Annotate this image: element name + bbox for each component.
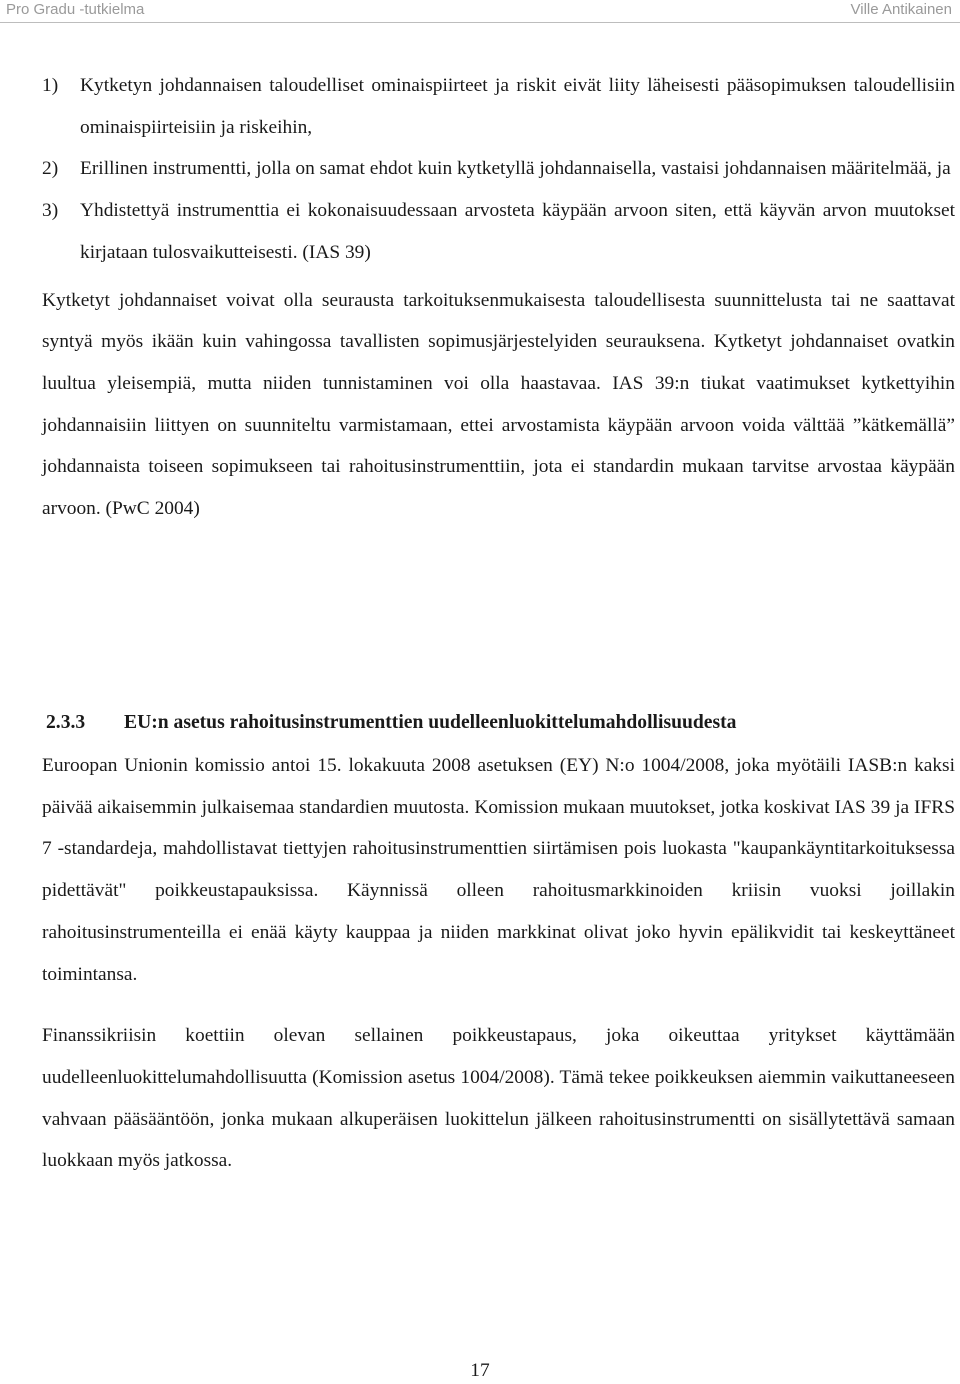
list-item-text: Yhdistettyä instrumenttia ei kokonaisuudessaan arvosteta käypään arvoon siten, että käyvän arvon muutokset kirjataan tulosvaikutteisesti. (IAS 39) (80, 200, 955, 263)
header-author: Ville Antikainen (850, 1, 952, 18)
paragraph-financial-crisis: Finanssikriisin koettiin olevan sellainen poikkeustapaus, joka oikeuttaa yritykset käyttämään uudelleenluokittelumahdollisuutta (Komission asetus 1004/2008). Tämä tekee poikkeuksen aiemmin vaikuttaneeseen vahvaan pääsääntöön, jonka mukaan alkuperäisen luokittelun jälkeen rahoitusinstrumentti on sisällytettävä samaan luokkaan myös jatkossa. (42, 1025, 955, 1172)
criteria-list-item (42, 190, 955, 273)
criteria-list-item (42, 65, 955, 148)
list-item-number: 2) (42, 158, 59, 180)
list-item-text: Erillinen instrumentti, jolla on samat ehdot kuin kytketyllä johdannaisella, vastaisi johdannaisen määritelmää, ja (80, 158, 951, 180)
section-number: 2.3.3 (46, 712, 86, 733)
header-document-type: Pro Gradu -tutkielma (6, 1, 145, 18)
page-number: 17 (470, 1360, 490, 1381)
running-header (0, 0, 960, 22)
paragraph-embedded-derivatives: Kytketyt johdannaiset voivat olla seurausta tarkoituksenmukaisesta taloudellisesta suunnittelusta tai ne saattavat syntyä myös ikään kuin vahingossa tavallisten sopimusjärjestelyiden seurauksena. Kytketyt johdannaiset ovatkin luultua yleisempiä, mutta niiden tunnistaminen voi olla haastavaa. IAS 39:n tiukat vaatimukset kytkettyihin johdannaisiin liittyen on suunniteltu varmistamaan, ettei arvostamista käypään arvoon voida välttää ”kätkemällä” johdannaista toiseen sopimukseen tai rahoitusinstrumenttiin, jota ei standardin mukaan tarvitse arvostaa käypään arvoon. (PwC 2004) (42, 289, 955, 520)
list-item-number: 3) (42, 200, 59, 222)
list-item-text: Kytketyn johdannaisen taloudelliset ominaispiirteet ja riskit eivät liity läheisesti pääsopimuksen taloudellisiin ominaispiirteisiin ja riskeihin, (80, 75, 955, 138)
paragraph-eu-regulation: Euroopan Unionin komissio antoi 15. lokakuuta 2008 asetuksen (EY) N:o 1004/2008, joka myötäili IASB:n kaksi päivää aikaisemmin julkaisemaa standardien muutosta. Komission mukaan muutokset, jotka koskivat IAS 39 ja IFRS 7 -standardeja, mahdollistavat tiettyjen rahoitusinstrumenttien siirtämisen pois luokasta "kaupankäyntitarkoituksessa pidettävät" poikkeustapauksissa. Käynnissä olleen rahoitusmarkkinoiden kriisin vuoksi joillakin rahoitusinstrumenteilla ei enää käyty kauppaa ja niiden markkinat olivat joko hyvin epälikvidit tai keskeyttäneet toimintansa. (42, 755, 955, 985)
section-title: EU:n asetus rahoitusinstrumenttien uudelleenluokittelumahdollisuudesta (124, 712, 737, 733)
body-text-bottom (42, 745, 955, 1182)
list-item-number: 1) (42, 75, 59, 96)
criteria-list-item (42, 148, 955, 190)
body-text-top (42, 65, 955, 530)
section-heading (46, 712, 736, 734)
header-divider (0, 22, 960, 23)
